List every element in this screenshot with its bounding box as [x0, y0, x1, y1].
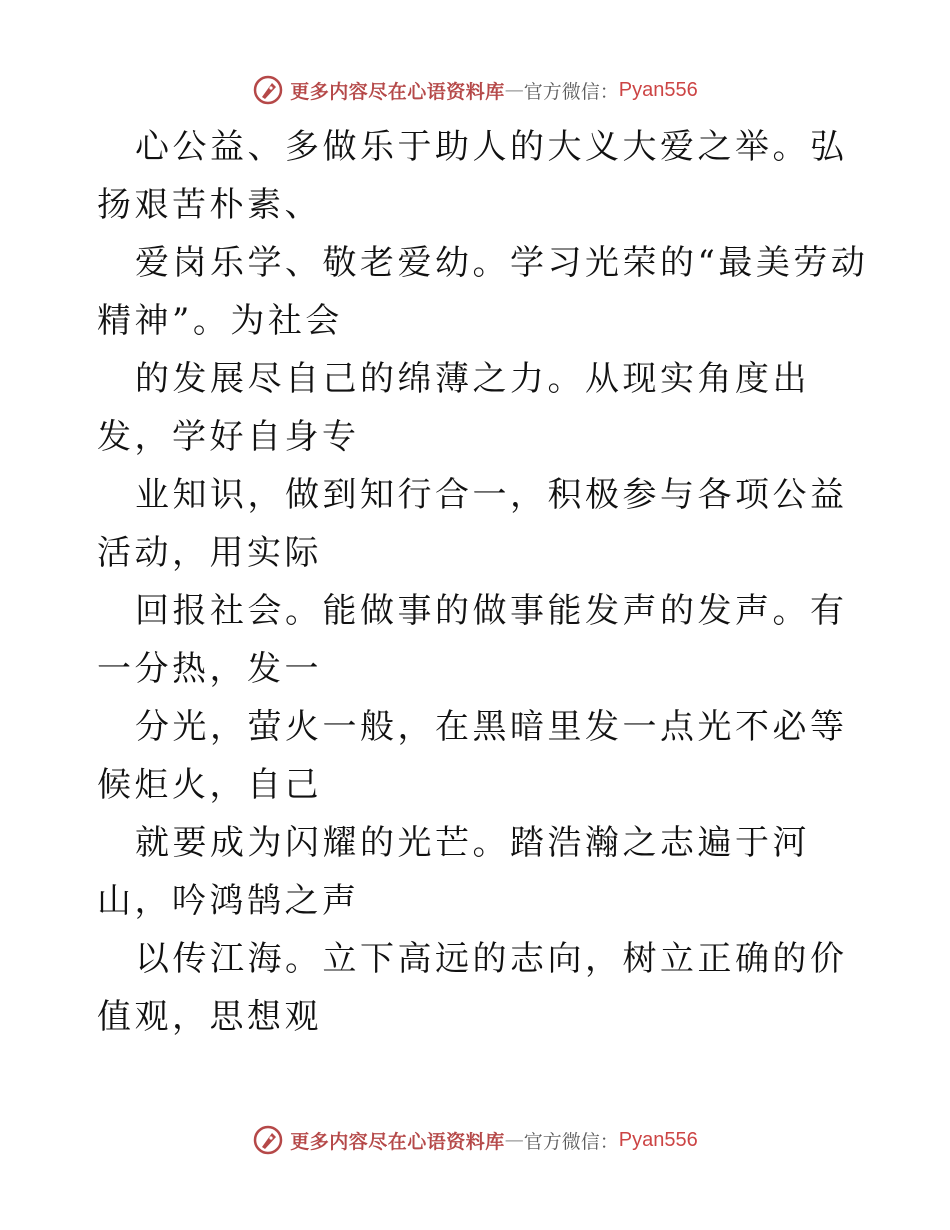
paragraph: 业知识，做到知行合一，积极参与各项公益活动，用实际	[97, 475, 848, 573]
footer-banner-text	[290, 1127, 698, 1154]
paragraph: 就要成为闪耀的光芒。踏浩瀚之志遍于河山，吟鸿鹄之声	[97, 823, 810, 921]
paragraph: 的发展尽自己的绵薄之力。从现实角度出发，学好自身专	[97, 359, 810, 457]
pen-nib-logo-icon	[252, 1124, 284, 1156]
document-body	[97, 118, 877, 1046]
paragraph: 心公益、多做乐于助人的大义大爱之举。弘扬艰苦朴素、	[97, 127, 848, 225]
paragraph: 分光，萤火一般，在黑暗里发一点光不必等候炬火，自己	[97, 707, 848, 805]
footer-brand-text: 更多内容尽在心语资料库	[290, 1130, 505, 1153]
footer-wechat-id: Pyan556	[618, 1128, 698, 1151]
header-brand-text: 更多内容尽在心语资料库	[290, 80, 505, 103]
footer-wechat-label: 官方微信：	[523, 1130, 619, 1153]
paragraph: 爱岗乐学、敬老爱幼。学习光荣的“最美劳动精神”。为社会	[97, 243, 869, 341]
header-separator: —	[504, 79, 524, 101]
paragraph: 以传江海。立下高远的志向，树立正确的价值观，思想观	[97, 939, 848, 1037]
header-banner-text	[290, 77, 698, 104]
footer-banner	[0, 1120, 950, 1160]
footer-separator: —	[504, 1129, 524, 1151]
header-banner	[0, 70, 950, 110]
header-wechat-label: 官方微信：	[523, 80, 619, 103]
header-wechat-id: Pyan556	[618, 78, 698, 101]
pen-nib-logo-icon	[252, 74, 284, 106]
paragraph: 回报社会。能做事的做事能发声的发声。有一分热，发一	[97, 591, 848, 689]
